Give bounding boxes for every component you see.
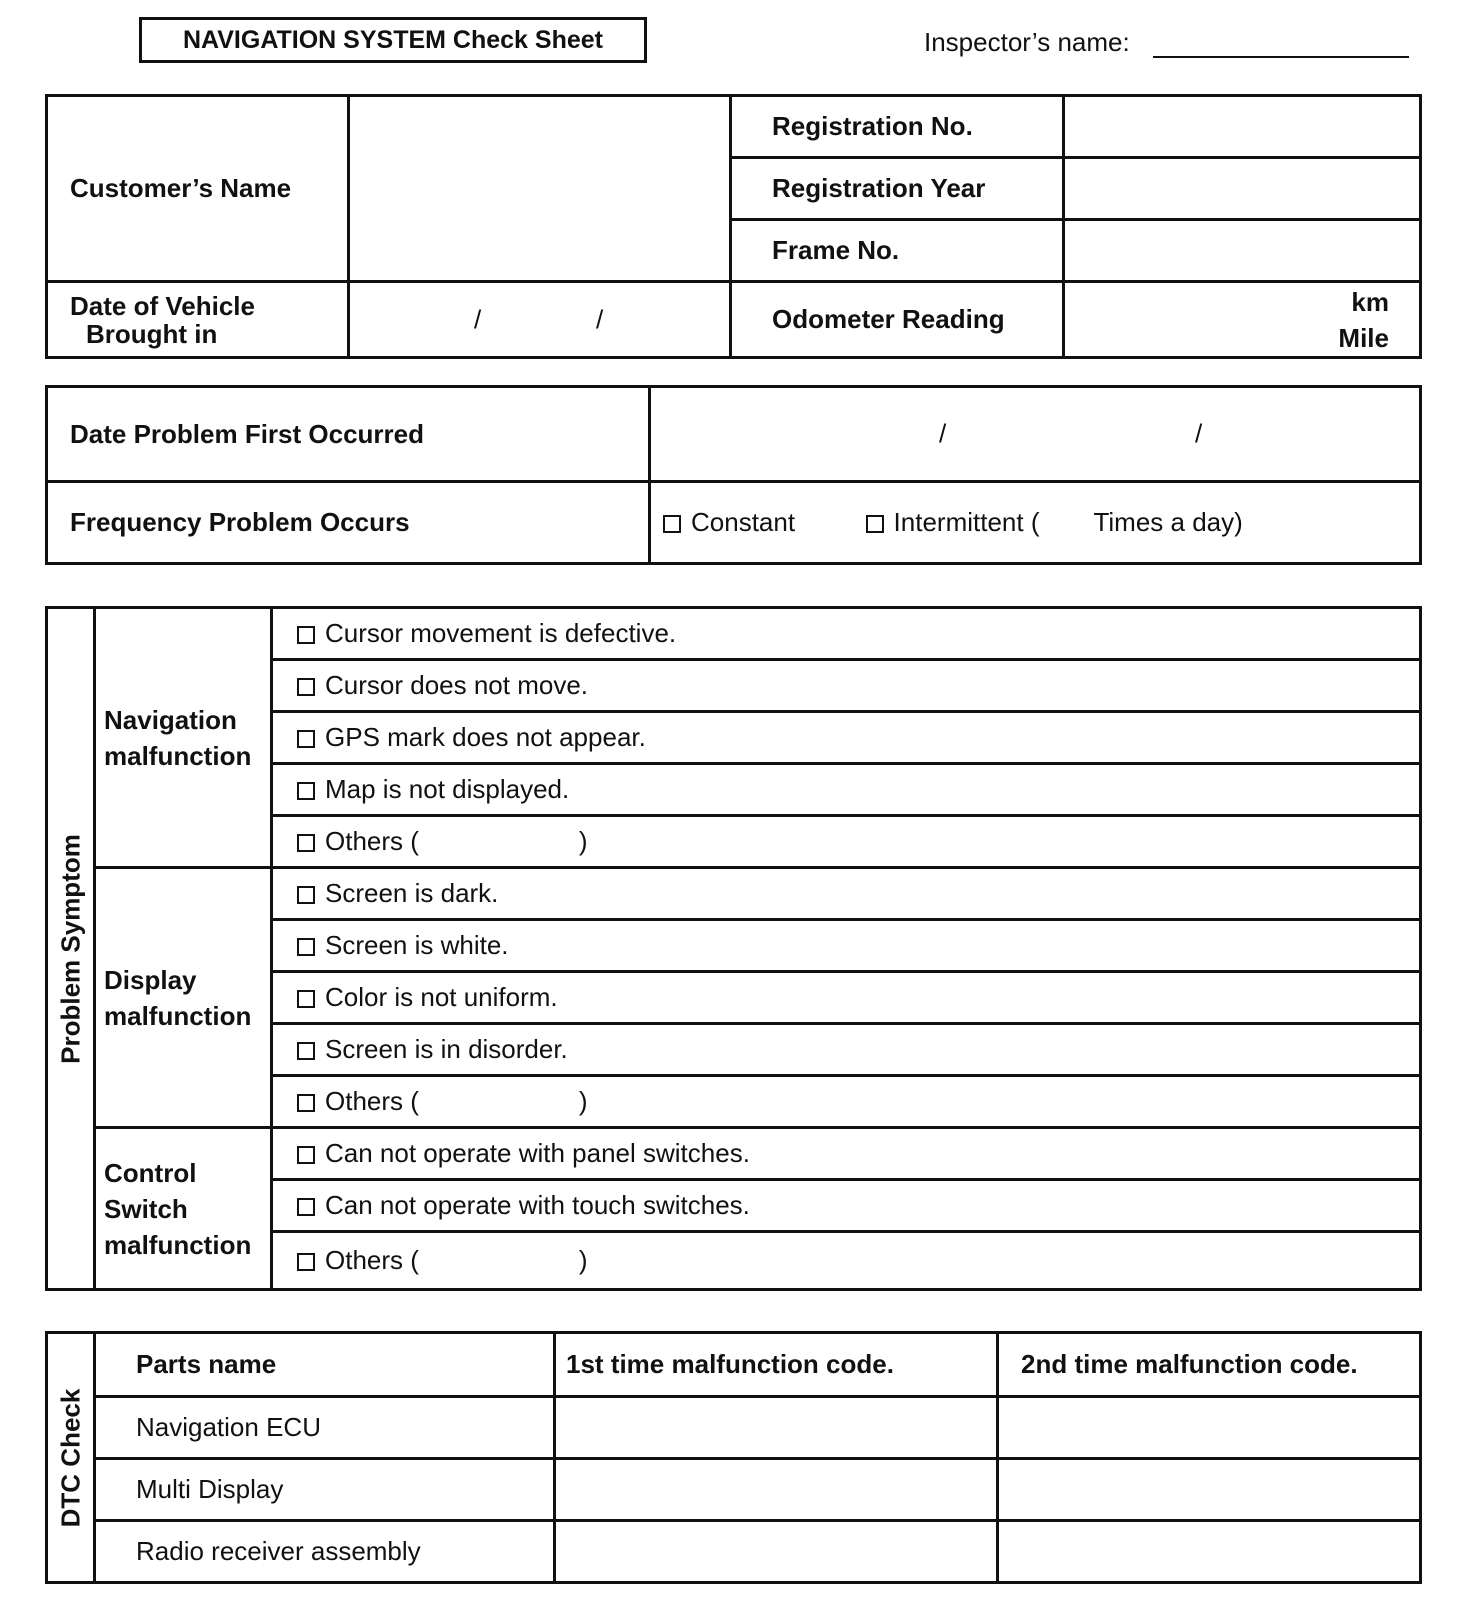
registration-no-field[interactable] <box>1064 96 1421 158</box>
symptom-checkbox[interactable] <box>297 990 315 1008</box>
symptom-item-others <box>272 816 1421 868</box>
intermittent-label: Intermittent ( <box>893 507 1040 537</box>
vehicle-info-table <box>45 94 1422 359</box>
registration-year-field[interactable] <box>1064 158 1421 220</box>
sheet-title: NAVIGATION SYSTEM Check Sheet <box>139 17 647 63</box>
symptom-item <box>272 764 1421 816</box>
date-separator: / <box>939 418 947 449</box>
unit-km: km <box>1351 286 1389 317</box>
symptom-label: Color is not uniform. <box>325 982 558 1012</box>
category-label-line: malfunction <box>104 1000 252 1031</box>
dtc-check-label: DTC Check <box>55 1388 85 1527</box>
symptom-label: Others ( <box>325 1245 419 1275</box>
symptom-checkbox[interactable] <box>297 678 315 696</box>
symptom-label: Others ( <box>325 826 419 856</box>
customer-name-field[interactable] <box>349 96 731 282</box>
odometer-label: Odometer Reading <box>731 282 1064 358</box>
symptom-label: Can not operate with touch switches. <box>325 1190 750 1220</box>
others-close-paren: ) <box>578 826 588 856</box>
symptom-label: Screen is white. <box>325 930 509 960</box>
part-name-cell: Radio receiver assembly <box>95 1521 555 1583</box>
dtc-check-section <box>47 1333 95 1583</box>
symptom-checkbox[interactable] <box>297 782 315 800</box>
symptom-checkbox[interactable] <box>297 730 315 748</box>
symptom-checkbox[interactable] <box>297 1198 315 1216</box>
part-name-cell: Navigation ECU <box>95 1397 555 1459</box>
symptom-checkbox[interactable] <box>297 886 315 904</box>
first-occurred-field[interactable] <box>650 387 1421 482</box>
others-close-paren: ) <box>578 1245 588 1275</box>
symptom-item-others <box>272 1076 1421 1128</box>
symptom-item <box>272 1180 1421 1232</box>
frame-no-field[interactable] <box>1064 220 1421 282</box>
second-code-field[interactable] <box>998 1459 1421 1521</box>
date-brought-in-label-line2: Brought in <box>86 318 218 349</box>
category-label-line: malfunction <box>104 740 252 771</box>
category-label-line: malfunction <box>104 1229 252 1260</box>
date-separator: / <box>1195 418 1203 449</box>
registration-year-label: Registration Year <box>731 158 1064 220</box>
constant-checkbox[interactable] <box>663 515 681 533</box>
symptom-item <box>272 1128 1421 1180</box>
symptom-checkbox[interactable] <box>297 626 315 644</box>
dtc-check-table <box>45 1331 1422 1584</box>
second-code-field[interactable] <box>998 1397 1421 1459</box>
registration-no-label: Registration No. <box>731 96 1064 158</box>
control-switch-malfunction-label <box>95 1128 272 1290</box>
first-code-field[interactable] <box>555 1521 998 1583</box>
category-label-line: Switch <box>104 1193 188 1224</box>
symptom-checkbox[interactable] <box>297 834 315 852</box>
symptom-label: Cursor movement is defective. <box>325 618 677 648</box>
symptom-item <box>272 660 1421 712</box>
part-name-cell: Multi Display <box>95 1459 555 1521</box>
symptom-checkbox[interactable] <box>297 938 315 956</box>
category-label-line: Control <box>104 1157 197 1188</box>
symptom-label: GPS mark does not appear. <box>325 722 646 752</box>
inspector-name-label: Inspector’s name: <box>924 27 1130 57</box>
symptom-item <box>272 972 1421 1024</box>
symptom-item-others <box>272 1232 1421 1290</box>
frequency-options <box>650 482 1421 564</box>
symptom-label: Cursor does not move. <box>325 670 589 700</box>
navigation-malfunction-label <box>95 608 272 868</box>
category-label-line: Display <box>104 964 197 995</box>
symptom-item <box>272 712 1421 764</box>
problem-occurrence-table <box>45 385 1422 565</box>
intermittent-checkbox[interactable] <box>866 515 884 533</box>
frame-no-label: Frame No. <box>731 220 1064 282</box>
others-close-paren: ) <box>578 1086 588 1116</box>
unit-mile: Mile <box>1338 322 1389 353</box>
symptom-checkbox[interactable] <box>297 1094 315 1112</box>
second-code-field[interactable] <box>998 1521 1421 1583</box>
customer-name-label: Customer’s Name <box>47 96 349 282</box>
symptom-item <box>272 868 1421 920</box>
symptom-label: Map is not displayed. <box>325 774 570 804</box>
constant-label: Constant <box>691 507 796 537</box>
problem-symptom-label: Problem Symptom <box>55 833 85 1064</box>
first-code-field[interactable] <box>555 1459 998 1521</box>
frequency-label: Frequency Problem Occurs <box>47 482 650 564</box>
first-code-header: 1st time malfunction code. <box>555 1333 998 1397</box>
symptom-label: Screen is in disorder. <box>325 1034 568 1064</box>
date-brought-in-label <box>47 282 349 358</box>
category-label-line: Navigation <box>104 704 237 735</box>
second-code-header: 2nd time malfunction code. <box>998 1333 1421 1397</box>
problem-symptom-section <box>47 608 95 1290</box>
symptom-label: Others ( <box>325 1086 419 1116</box>
symptom-item <box>272 920 1421 972</box>
symptom-checkbox[interactable] <box>297 1042 315 1060</box>
odometer-field[interactable] <box>1064 282 1421 358</box>
symptom-checkbox[interactable] <box>297 1146 315 1164</box>
symptom-checkbox[interactable] <box>297 1253 315 1271</box>
times-a-day-label: Times a day) <box>1093 507 1243 537</box>
symptom-label: Screen is dark. <box>325 878 499 908</box>
problem-symptom-table <box>45 606 1422 1291</box>
parts-name-header: Parts name <box>95 1333 555 1397</box>
inspector-name-field[interactable] <box>1153 56 1409 58</box>
date-separator: / <box>596 304 604 334</box>
symptom-label: Can not operate with panel switches. <box>325 1138 750 1168</box>
date-brought-in-field[interactable] <box>349 282 731 358</box>
first-occurred-label: Date Problem First Occurred <box>47 387 650 482</box>
symptom-item <box>272 1024 1421 1076</box>
symptom-item <box>272 608 1421 660</box>
display-malfunction-label <box>95 868 272 1128</box>
first-code-field[interactable] <box>555 1397 998 1459</box>
date-separator: / <box>474 304 482 334</box>
date-brought-in-label-line1: Date of Vehicle <box>70 290 255 321</box>
